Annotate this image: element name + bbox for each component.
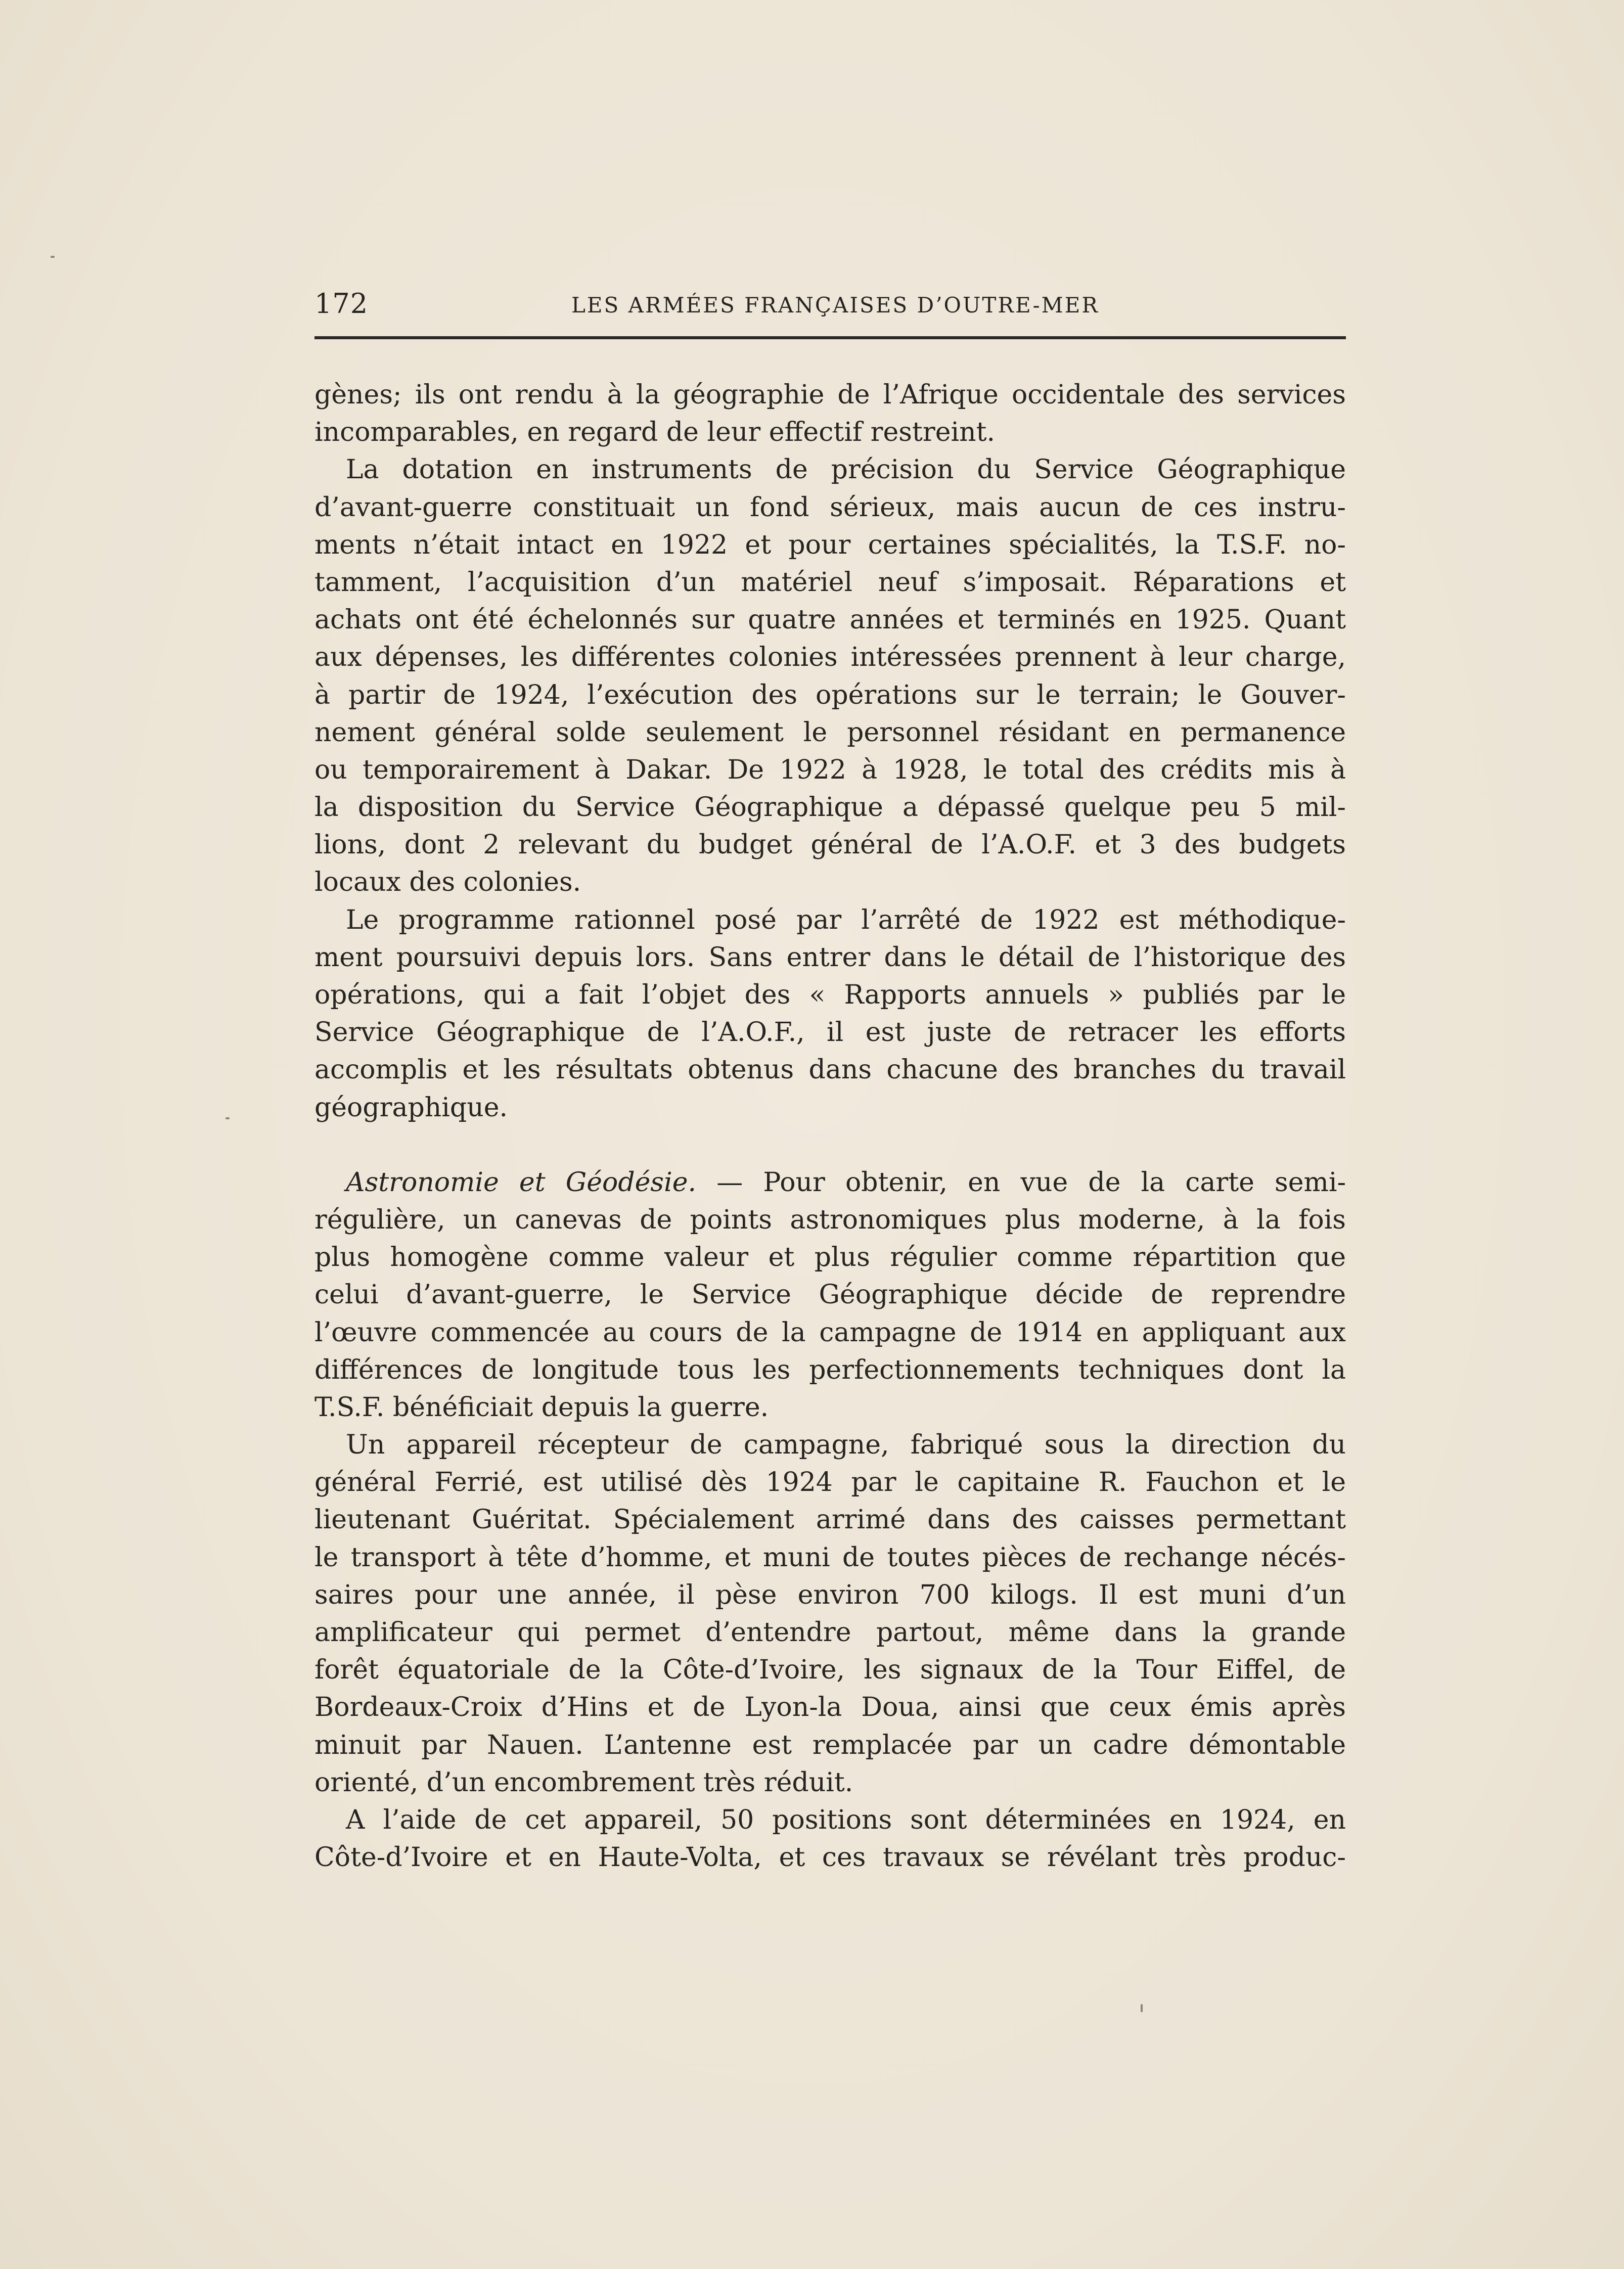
text-line: géographique. bbox=[314, 1092, 508, 1123]
text-line-rest: — Pour obtenir, en vue de la carte semi- bbox=[716, 1167, 1346, 1198]
text-line: saires pour une année, il pèse environ 700 kilogs. Il est muni d’un bbox=[314, 1579, 1346, 1610]
text-line: opérations, qui a fait l’objet des « Rapports annuels » publiés par le bbox=[314, 980, 1346, 1010]
text-line: amplificateur qui permet d’entendre partout, même dans la grande bbox=[314, 1617, 1346, 1648]
text-line: aux dépenses, les différentes colonies intéressées prennent à leur charge, bbox=[314, 642, 1346, 673]
text-line: le transport à tête d’homme, et muni de toutes pièces de rechange nécés- bbox=[314, 1542, 1346, 1573]
text-line: lieutenant Guéritat. Spécialement arrimé dans des caisses permettant bbox=[314, 1505, 1346, 1535]
text-line: celui d’avant-guerre, le Service Géographique décide de reprendre bbox=[314, 1280, 1346, 1310]
text-line: Service Géographique de l’A.O.F., il est juste de retracer les efforts bbox=[314, 1017, 1346, 1048]
text-line: ou temporairement à Dakar. De 1922 à 1928, le total des crédits mis à bbox=[314, 754, 1346, 785]
text-line: lions, dont 2 relevant du budget général de l’A.O.F. et 3 des budgets bbox=[314, 830, 1346, 860]
text-line: Un appareil récepteur de campagne, fabriqué sous la direction du bbox=[346, 1430, 1346, 1461]
text-line: incomparables, en regard de leur effectif restreint. bbox=[314, 417, 996, 448]
text-line: la disposition du Service Géographique a dépassé quelque peu 5 mil- bbox=[314, 792, 1346, 823]
text-line: l’œuvre commencée au cours de la campagne de 1914 en appliquant aux bbox=[314, 1317, 1346, 1348]
header-rule bbox=[314, 336, 1346, 339]
body-text bbox=[314, 376, 1346, 1876]
running-head: LES ARMÉES FRANÇAISES D’OUTRE-MER bbox=[571, 293, 1099, 317]
text-line: différences de longitude tous les perfectionnements techniques dont la bbox=[314, 1354, 1346, 1385]
text-line: ment poursuivi depuis lors. Sans entrer dans le détail de l’historique des bbox=[314, 942, 1346, 973]
text-line: forêt équatoriale de la Côte-d’Ivoire, les signaux de la Tour Eiffel, de bbox=[314, 1655, 1346, 1686]
paper-speck bbox=[225, 1117, 230, 1119]
section-title: Astronomie et Géodésie. bbox=[346, 1167, 697, 1198]
text-line: locaux des colonies. bbox=[314, 867, 581, 898]
text-line: A l’aide de cet appareil, 50 positions sont déterminées en 1924, en bbox=[346, 1804, 1346, 1835]
text-line: ments n’était intact en 1922 et pour certaines spécialités, la T.S.F. no- bbox=[314, 529, 1346, 560]
text-line: général Ferrié, est utilisé dès 1924 par le capitaine R. Fauchon et le bbox=[314, 1467, 1346, 1498]
text-line: accomplis et les résultats obtenus dans chacune des branches du travail bbox=[314, 1055, 1346, 1085]
paper-speck bbox=[1141, 2004, 1143, 2012]
text-line: régulière, un canevas de points astronomiques plus moderne, à la fois bbox=[314, 1204, 1346, 1235]
text-line: tamment, l’acquisition d’un matériel neuf s’imposait. Réparations et bbox=[314, 567, 1346, 598]
text-line: minuit par Nauen. L’antenne est remplacée par un cadre démontable bbox=[314, 1730, 1346, 1760]
text-line: La dotation en instruments de précision du Service Géographique bbox=[346, 455, 1346, 485]
text-line: Bordeaux-Croix d’Hins et de Lyon-la Doua, ainsi que ceux émis après bbox=[314, 1692, 1346, 1723]
text-line-with-section-title bbox=[314, 1164, 1346, 1201]
text-line: orienté, d’un encombrement très réduit. bbox=[314, 1767, 853, 1798]
text-line: T.S.F. bénéficiait depuis la guerre. bbox=[314, 1392, 769, 1423]
text-line: achats ont été échelonnés sur quatre années et terminés en 1925. Quant bbox=[314, 605, 1346, 636]
text-line: Côte-d’Ivoire et en Haute-Volta, et ces travaux se révélant très produc- bbox=[314, 1842, 1346, 1873]
text-line: Le programme rationnel posé par l’arrêté de 1922 est méthodique- bbox=[346, 904, 1346, 935]
text-line: à partir de 1924, l’exécution des opérations sur le terrain; le Gouver- bbox=[314, 679, 1346, 710]
paper-speck bbox=[51, 256, 55, 258]
text-line: gènes; ils ont rendu à la géographie de l’Afrique occidentale des services bbox=[314, 380, 1346, 410]
text-line: d’avant-guerre constituait un fond sérieux, mais aucun de ces instru- bbox=[314, 492, 1346, 523]
paragraph-gap bbox=[314, 1126, 1346, 1164]
page-number: 172 bbox=[314, 288, 369, 320]
page-header bbox=[314, 286, 1346, 322]
text-line: nement général solde seulement le personnel résidant en permanence bbox=[314, 717, 1346, 748]
text-line: plus homogène comme valeur et plus régulier comme répartition que bbox=[314, 1242, 1346, 1273]
